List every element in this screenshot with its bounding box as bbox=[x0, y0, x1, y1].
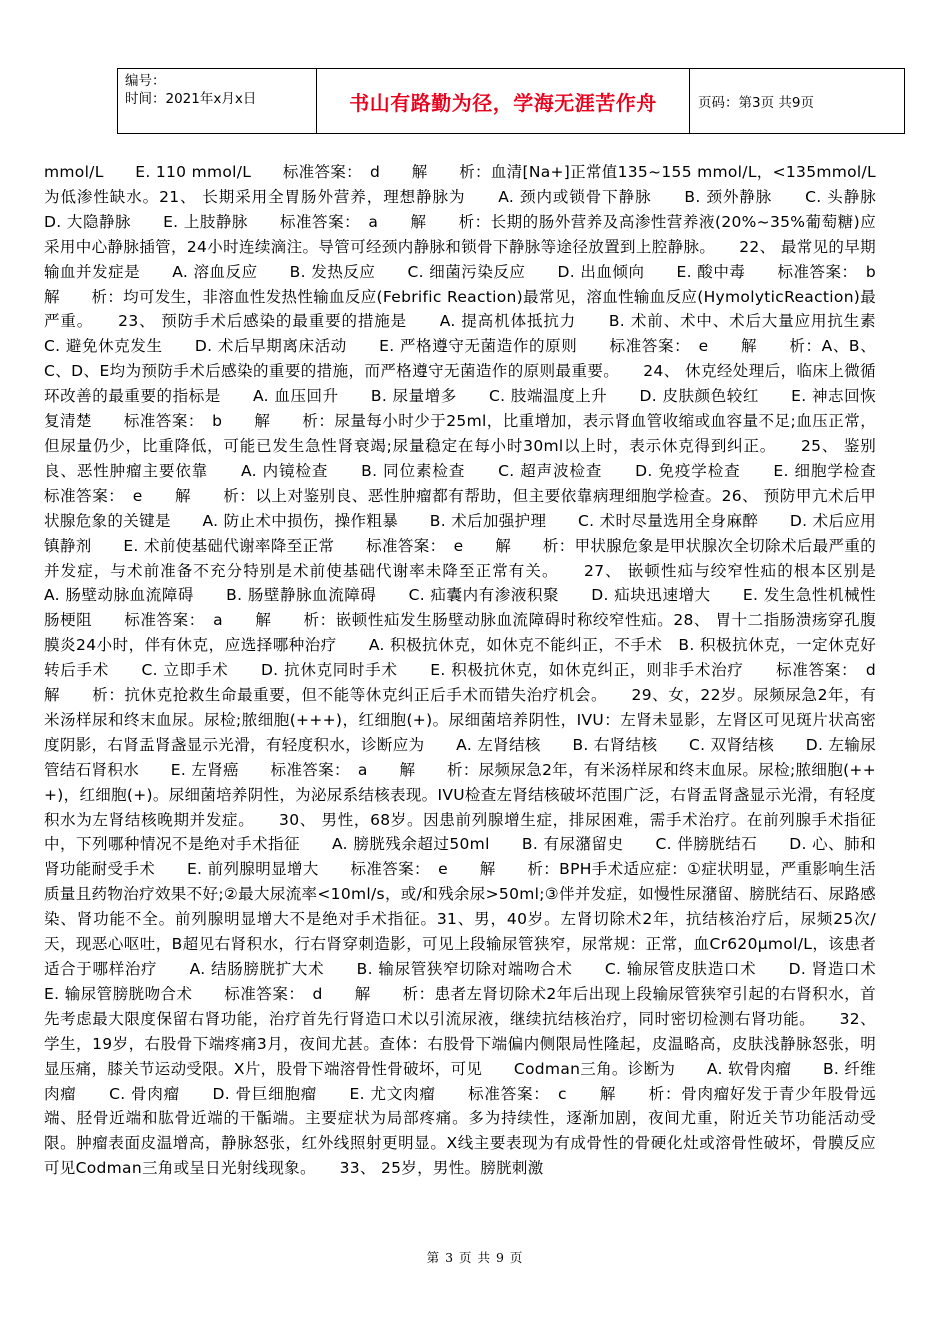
page-footer: 第 3 页 共 9 页 bbox=[426, 1250, 524, 1265]
document-number-label: 编号： bbox=[125, 73, 166, 89]
header-motto: 书山有路勤为径，学海无涯苦作舟 bbox=[317, 69, 690, 133]
header-meta bbox=[118, 69, 317, 133]
document-time-label: 时间：2021年x月x日 bbox=[125, 91, 257, 107]
document-header bbox=[117, 68, 905, 134]
header-page-number: 页码：第3页 共9页 bbox=[698, 95, 814, 111]
document-body-text: mmol/L E. 110 mmol/L 标准答案： d 解 析：血清[Na+]正常值135~155 mmol/L，<135mmol/L为低渗性缺水。21、 长期采用全胃肠外营养，理想静脉为 A. 颈内或锁骨下静脉 B. 颈外静脉 C. 头静脉 D. 大隐静脉 E. 上肢静脉 标准答案： a 解 析：长期的肠外营养及高渗性营养液(20%~35%葡萄糖)应采用中心静脉插管，24小时连续滴注。导管可经颈内静脉和锁骨下静脉等途径放置到上腔静脉。 22、 最常见的早期输血并发症是 A. 溶血反应 B. 发热反应 C. 细菌污染反应 D. 出血倾向 E. 酸中毒 标准答案： b 解 析：均可发生，非溶血性发热性输血反应(Febrific Reaction)最常见，溶血性输血反应(HymolyticReaction)最严重。 23、 预防手术后感染的最重要的措施是 A. 提高机体抵抗力 B. 术前、术中、术后大量应用抗生素 C. 避免休克发生 D. 术后早期离床活动 E. 严格遵守无菌造作的原则 标准答案： e 解 析：A、B、C、D、E均为预防手术后感染的重要的措施，而严格遵守无菌造作的原则最重要。 24、 休克经处理后，临床上微循环改善的最重要的指标是 A. 血压回升 B. 尿量增多 C. 肢端温度上升 D. 皮肤颜色较红 E. 神志回恢复清楚 标准答案： b 解 析：尿量每小时少于25ml，比重增加，表示肾血管收缩或血容量不足;血压正常，但尿量仍少，比重降低，可能已发生急性肾衰竭;尿量稳定在每小时30ml以上时，表示休克得到纠正。 25、 鉴别良、恶性肿瘤主要依靠 A. 内镜检查 B. 同位素检查 C. 超声波检查 D. 免疫学检查 E. 细胞学检查 标准答案： e 解 析：以上对鉴别良、恶性肿瘤都有帮助，但主要依靠病理细胞学检查。26、 预防甲亢术后甲状腺危象的关键是 A. 防止术中损伤，操作粗暴 B. 术后加强护理 C. 术时尽量选用全身麻醉 D. 术后应用镇静剂 E. 术前使基础代谢率降至正常 标准答案： e 解 析：甲状腺危象是甲状腺次全切除术后最严重的并发症，与术前准备不充分特别是术前使基础代谢率未降至正常有关。 27、 嵌顿性疝与绞窄性疝的根本区别是 A. 肠壁动脉血流障碍 B. 肠壁静脉血流障碍 C. 疝囊内有渗液积聚 D. 疝块迅速增大 E. 发生急性机械性肠梗阻 标准答案： a 解 析：嵌顿性疝发生肠壁动脉血流障碍时称绞窄性疝。28、 胃十二指肠溃疡穿孔腹膜炎24小时，伴有休克，应选择哪种治疗 A. 积极抗休克，如休克不能纠正，不手术 B. 积极抗休克，一定休克好转后手术 C. 立即手术 D. 抗休克同时手术 E. 积极抗休克，如休克纠正，则非手术治疗 标准答案： d 解 析：抗休克抢救生命最重要，但不能等休克纠正后手术而错失治疗机会。 29、女，22岁。尿频尿急2年，有米汤样尿和终末血尿。尿检;脓细胞(+++)，红细胞(+)。尿细菌培养阴性，IVU：左肾未显影，左肾区可见斑片状高密度阴影，右肾盂肾盏显示光滑，有轻度积水，诊断应为 A. 左肾结核 B. 右肾结核 C. 双肾结核 D. 左输尿管结石肾积水 E. 左肾癌 标准答案： a 解 析：尿频尿急2年，有米汤样尿和终末血尿。尿检;脓细胞(+++)，红细胞(+)。尿细菌培养阴性，为泌尿系结核表现。IVU检查左肾结核破坏范围广泛，右肾盂肾盏显示光滑，有轻度积水为左肾结核晚期并发症。 30、 男性，68岁。因患前列腺增生症，排尿困难，需手术治疗。在前列腺手术指征中，下列哪种情况不是绝对手术指征 A. 膀胱残余超过50ml B. 有尿潴留史 C. 伴膀胱结石 D. 心、肺和肾功能耐受手术 E. 前列腺明显增大 标准答案： e 解 析：BPH手术适应症：①症状明显，严重影响生活质量且药物治疗效果不好;②最大尿流率<10ml/s，或/和残余尿>50ml;③伴并发症，如慢性尿潴留、膀胱结石、尿路感染、肾功能不全。前列腺明显增大不是绝对手术指征。31、男，40岁。左肾切除术2年，抗结核治疗后，尿频25次/天，现恶心呕吐，B超见右肾积水，行右肾穿刺造影，可见上段输尿管狭窄，尿常规：正常，血Cr620μmol/L，该患者适合于哪样治疗 A. 结肠膀胱扩大术 B. 输尿管狭窄切除对端吻合术 C. 输尿管皮肤造口术 D. 肾造口术 E. 输尿管膀胱吻合术 标准答案： d 解 析：患者左肾切除术2年后出现上段输尿管狭窄引起的右肾积水，首先考虑最大限度保留右肾功能，治疗首先行肾造口术以引流尿液，继续抗结核治疗，同时密切检测右肾功能。 32、学生，19岁，右股骨下端疼痛3月，夜间尤甚。查体：右股骨下端偏内侧限局性隆起，皮温略高，皮肤浅静脉怒张，明显压痛，膝关节运动受限。X片，股骨下端溶骨性骨破坏，可见 Codman三角。诊断为 A. 软骨肉瘤 B. 纤维肉瘤 C. 骨肉瘤 D. 骨巨细胞瘤 E. 尤文肉瘤 标准答案： c 解 析：骨肉瘤好发于青少年股骨远端、胫骨近端和肱骨近端的干骺端。主要症状为局部疼痛。多为持续性，逐渐加剧，夜间尤重，附近关节功能活动受限。肿瘤表面皮温增高，静脉怒张，红外线照射更明显。X线主要表现为有成骨性的骨硬化灶或溶骨性破坏，骨膜反应可见Codman三角或呈日光射线现象。 33、 25岁，男性。膀胱刺激 bbox=[44, 163, 908, 1178]
